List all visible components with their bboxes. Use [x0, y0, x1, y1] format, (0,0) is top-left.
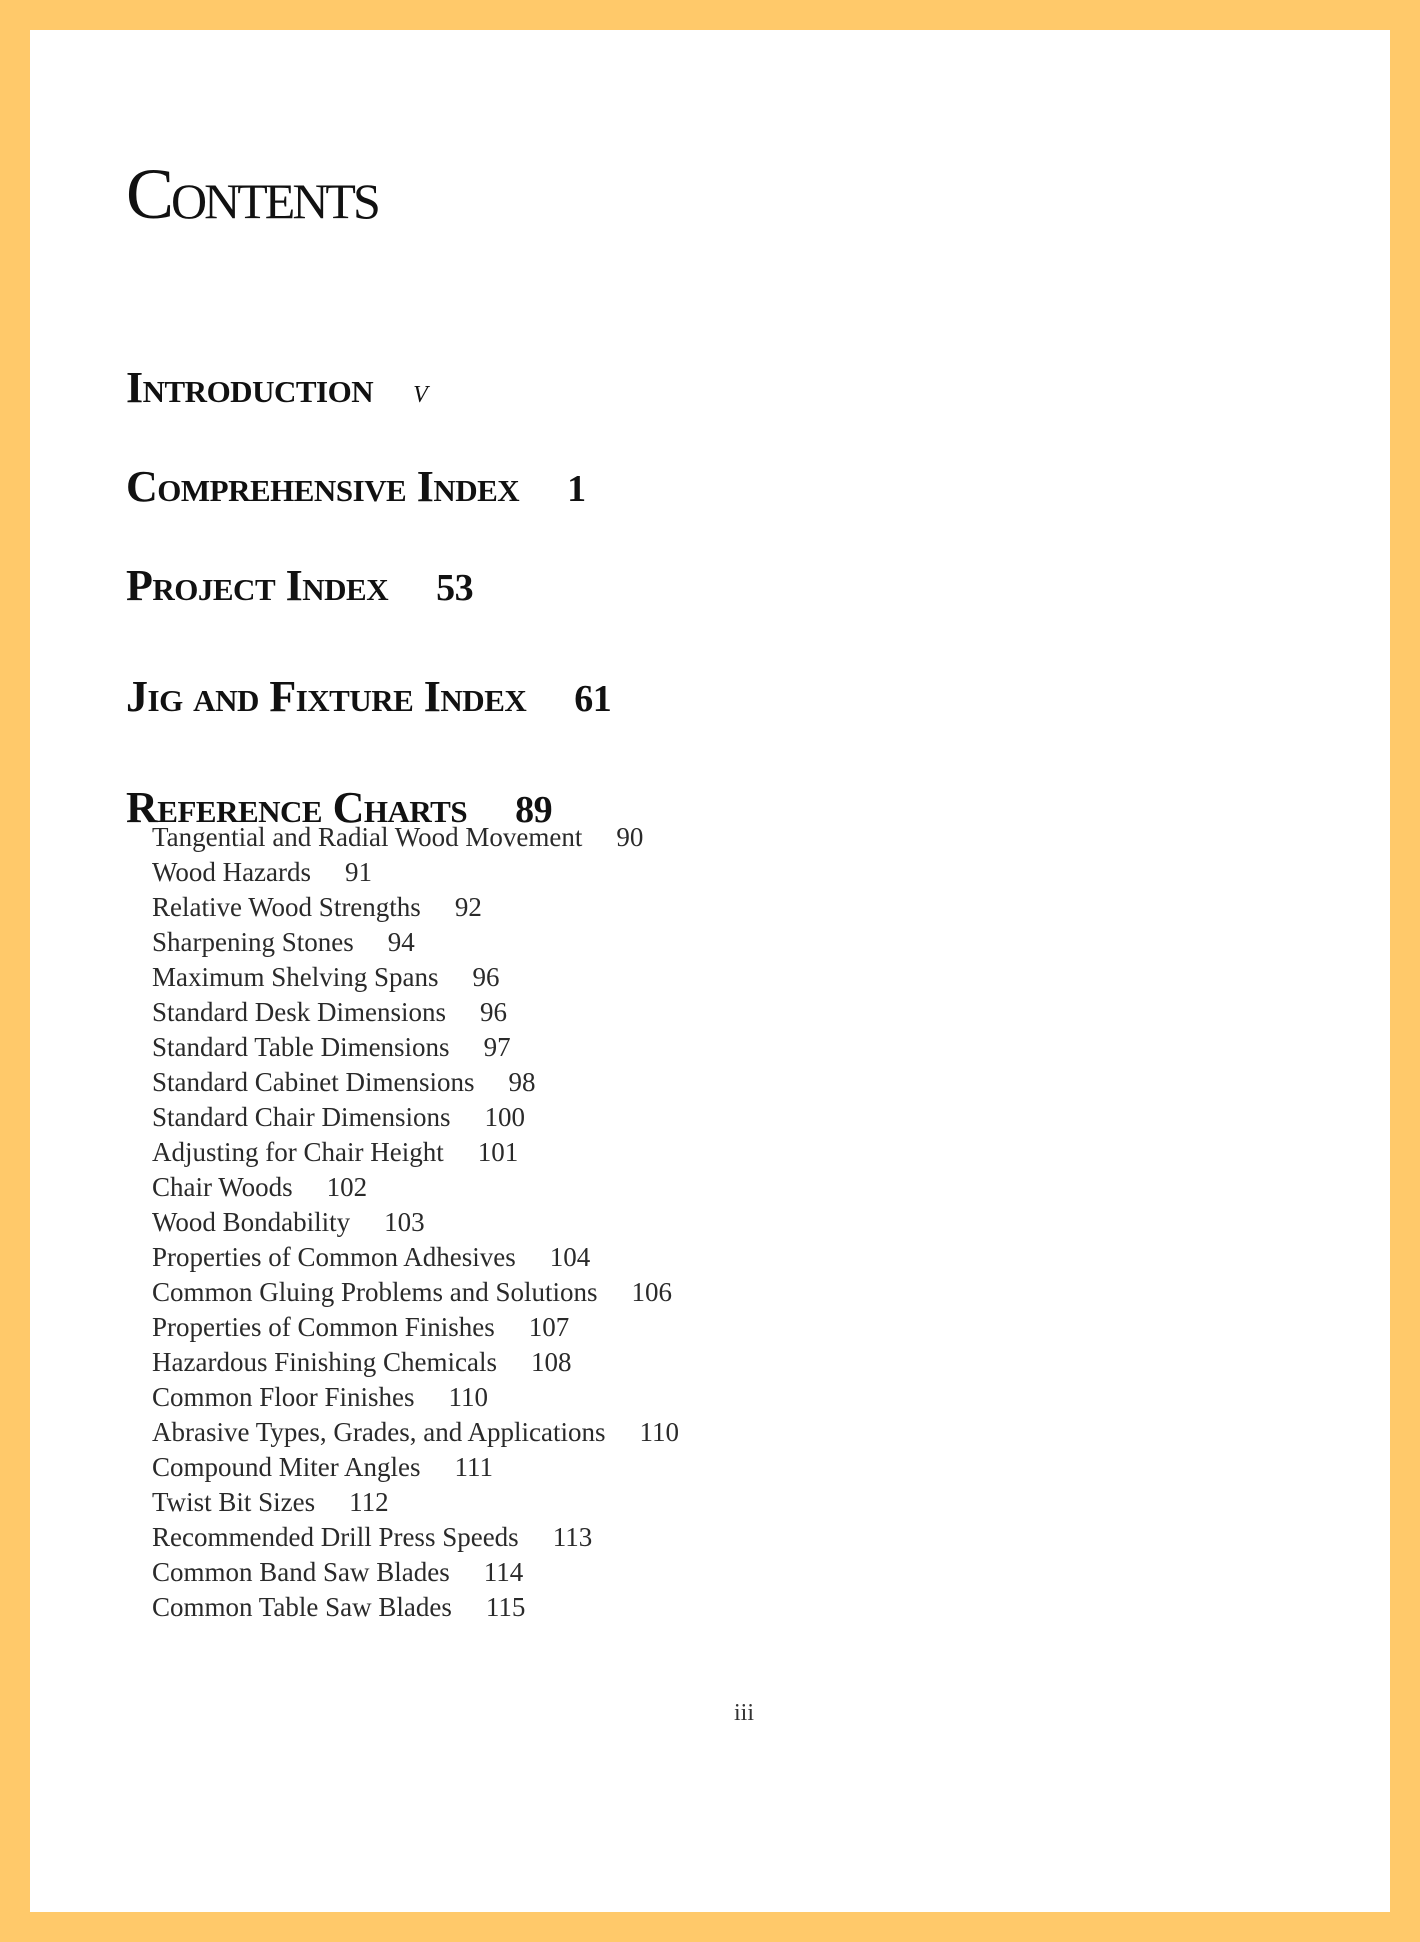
subentry-page: 94	[387, 927, 415, 957]
subentry-label: Common Band Saw Blades	[152, 1557, 450, 1587]
section-label: Reference Charts	[126, 783, 468, 832]
toc-subentry	[152, 855, 679, 890]
subentry-label: Wood Hazards	[152, 857, 312, 887]
section-page: 89	[515, 789, 553, 831]
toc-subentry	[152, 1485, 679, 1520]
subentry-page: 106	[631, 1277, 673, 1307]
subentry-label: Standard Table Dimensions	[152, 1032, 450, 1062]
subentry-label: Properties of Common Adhesives	[152, 1242, 516, 1272]
subentry-label: Properties of Common Finishes	[152, 1312, 495, 1342]
subentry-label: Recommended Drill Press Speeds	[152, 1522, 519, 1552]
subentry-page: 113	[552, 1522, 593, 1552]
toc-subentry	[152, 820, 679, 855]
subentry-page: 96	[479, 997, 507, 1027]
toc-subentry	[152, 1590, 679, 1625]
subentry-page: 115	[485, 1592, 526, 1622]
toc-subentry	[152, 1135, 679, 1170]
toc-subentry	[152, 1450, 679, 1485]
toc-subentry	[152, 890, 679, 925]
subentry-label: Standard Chair Dimensions	[152, 1102, 451, 1132]
section-page: v	[413, 373, 428, 410]
subentry-label: Hazardous Finishing Chemicals	[152, 1347, 497, 1377]
subentry-label: Maximum Shelving Spans	[152, 962, 439, 992]
toc-section-introduction	[126, 363, 428, 412]
subentry-page: 108	[530, 1347, 572, 1377]
subentry-page: 100	[484, 1102, 525, 1132]
toc-section-comprehensive-index	[126, 462, 586, 511]
subentry-label: Chair Woods	[152, 1172, 293, 1202]
subentry-page: 101	[477, 1137, 519, 1167]
document-page	[30, 30, 1390, 1912]
subentry-label: Standard Desk Dimensions	[152, 997, 446, 1027]
toc-subentry	[152, 1170, 679, 1205]
subentry-page: 111	[454, 1452, 493, 1482]
reference-charts-list	[152, 820, 679, 1625]
section-page: 1	[567, 468, 586, 510]
subentry-page: 110	[639, 1417, 680, 1447]
section-page: 53	[436, 567, 474, 609]
subentry-page: 110	[448, 1382, 489, 1412]
subentry-label: Common Gluing Problems and Solutions	[152, 1277, 598, 1307]
section-label: Project Index	[126, 561, 389, 610]
subentry-page: 103	[384, 1207, 425, 1237]
subentry-label: Relative Wood Strengths	[152, 892, 421, 922]
toc-subentry	[152, 1345, 679, 1380]
subentry-label: Standard Cabinet Dimensions	[152, 1067, 475, 1097]
subentry-label: Twist Bit Sizes	[152, 1487, 316, 1517]
toc-subentry	[152, 1275, 679, 1310]
section-page: 61	[574, 678, 612, 720]
toc-subentry	[152, 1205, 679, 1240]
subentry-page: 96	[472, 962, 500, 992]
toc-subentry	[152, 960, 679, 995]
subentry-label: Abrasive Types, Grades, and Applications	[152, 1417, 606, 1447]
section-label: Jig and Fixture Index	[126, 672, 527, 721]
subentry-page: 92	[454, 892, 482, 922]
toc-subentry	[152, 1100, 679, 1135]
toc-subentry	[152, 925, 679, 960]
subentry-page: 102	[326, 1172, 368, 1202]
subentry-label: Tangential and Radial Wood Movement	[152, 822, 583, 852]
subentry-label: Compound Miter Angles	[152, 1452, 421, 1482]
subentry-label: Wood Bondability	[152, 1207, 351, 1237]
section-label: Comprehensive Index	[126, 462, 520, 511]
subentry-label: Adjusting for Chair Height	[152, 1137, 444, 1167]
toc-subentry	[152, 1380, 679, 1415]
subentry-page: 104	[549, 1242, 591, 1272]
subentry-label: Sharpening Stones	[152, 927, 354, 957]
toc-section-project-index	[126, 561, 474, 610]
page-title: Contents	[126, 154, 378, 234]
subentry-label: Common Table Saw Blades	[152, 1592, 452, 1622]
toc-section-jig-and-fixture-index	[126, 672, 612, 721]
subentry-page: 97	[483, 1032, 511, 1062]
subentry-page: 91	[345, 857, 373, 887]
subentry-page: 114	[483, 1557, 524, 1587]
page-number: iii	[733, 1700, 754, 1726]
toc-subentry	[152, 1520, 679, 1555]
toc-subentry	[152, 1240, 679, 1275]
toc-subentry	[152, 1310, 679, 1345]
toc-subentry	[152, 1415, 679, 1450]
subentry-page: 112	[349, 1487, 389, 1517]
toc-subentry	[152, 995, 679, 1030]
section-label: Introduction	[126, 363, 374, 412]
toc-subentry	[152, 1030, 679, 1065]
subentry-page: 90	[616, 822, 644, 852]
toc-subentry	[152, 1065, 679, 1100]
subentry-page: 98	[508, 1067, 536, 1097]
subentry-label: Common Floor Finishes	[152, 1382, 415, 1412]
subentry-page: 107	[528, 1312, 570, 1342]
toc-subentry	[152, 1555, 679, 1590]
